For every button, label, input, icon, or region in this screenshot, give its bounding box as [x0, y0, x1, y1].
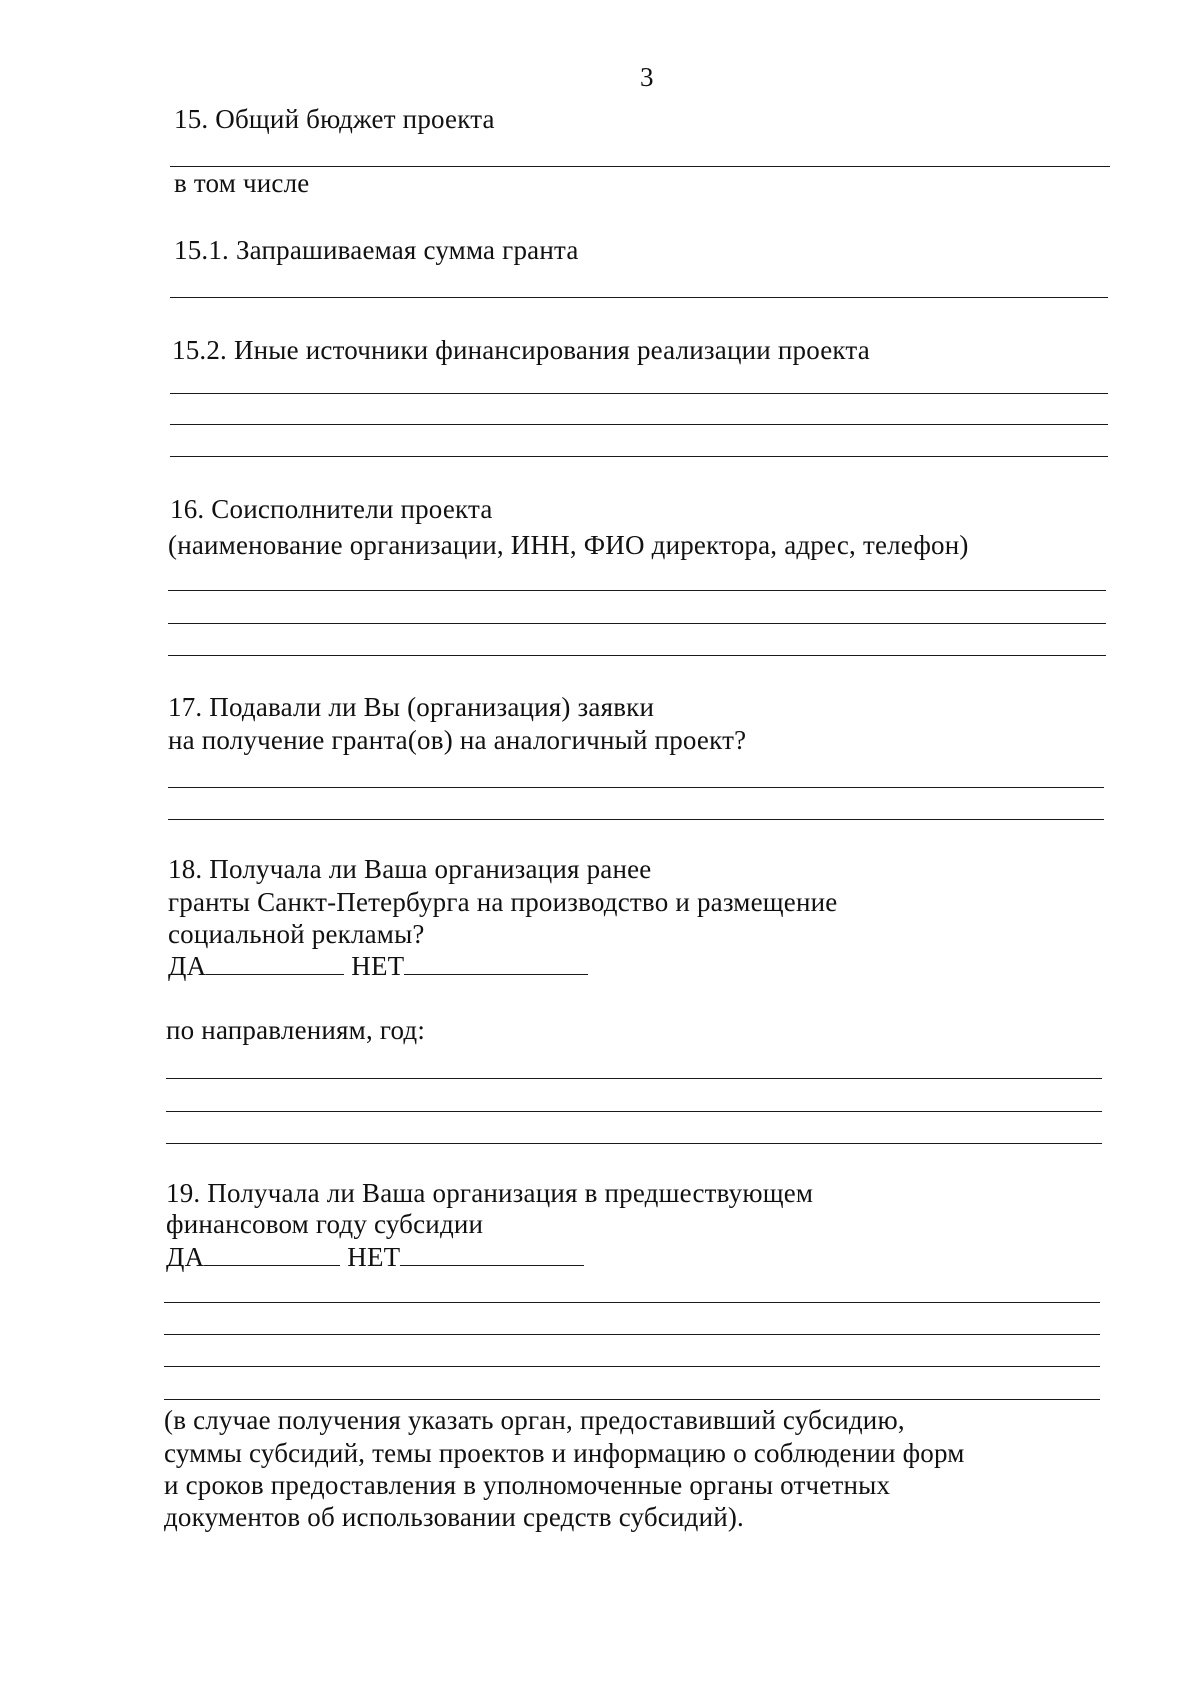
fill-line[interactable] [166, 1078, 1102, 1079]
section-19-yes-no [166, 1242, 584, 1272]
section-19-note-line4: документов об использовании средств субсидий). [164, 1502, 745, 1532]
section-19-line2: финансовом году субсидии [166, 1209, 484, 1239]
fill-line[interactable] [168, 623, 1106, 624]
no-fill-field[interactable] [404, 952, 588, 975]
fill-line[interactable] [170, 456, 1108, 457]
page-number: 3 [640, 62, 654, 92]
fill-line[interactable] [170, 297, 1108, 298]
no-label: НЕТ [351, 951, 405, 981]
fill-line[interactable] [168, 787, 1104, 788]
no-label: НЕТ [347, 1242, 401, 1272]
fill-line[interactable] [170, 424, 1108, 425]
section-18-line2: гранты Санкт-Петербурга на производство и размещение [168, 887, 838, 917]
section-16-title: 16. Соисполнители проекта [170, 494, 493, 524]
section-18-line3: социальной рекламы? [168, 919, 425, 949]
fill-line[interactable] [168, 590, 1106, 591]
section-15-1-label: 15.1. Запрашиваемая сумма гранта [174, 235, 579, 265]
section-19-note-line1: (в случае получения указать орган, предоставивший субсидию, [164, 1405, 905, 1435]
yes-label: ДА [166, 1242, 205, 1272]
fill-line[interactable] [164, 1399, 1100, 1400]
section-15-including: в том числе [174, 168, 310, 198]
section-15-2-label: 15.2. Иные источники финансирования реализации проекта [172, 335, 870, 365]
section-19-note-line2: суммы субсидий, темы проектов и информацию о соблюдении форм [164, 1438, 965, 1468]
yes-label: ДА [168, 951, 207, 981]
section-16-hint: (наименование организации, ИНН, ФИО директора, адрес, телефон) [168, 530, 969, 560]
fill-line[interactable] [166, 1143, 1102, 1144]
section-15-title: 15. Общий бюджет проекта [174, 104, 495, 134]
fill-line[interactable] [168, 655, 1106, 656]
section-17-line2: на получение гранта(ов) на аналогичный проект? [168, 725, 747, 755]
fill-line[interactable] [164, 1302, 1100, 1303]
yes-fill-field[interactable] [204, 1243, 340, 1266]
fill-line[interactable] [166, 1111, 1102, 1112]
no-fill-field[interactable] [400, 1243, 584, 1266]
fill-line[interactable] [170, 166, 1110, 167]
section-18-directions: по направлениям, год: [166, 1015, 426, 1045]
yes-fill-field[interactable] [206, 952, 344, 975]
fill-line[interactable] [170, 393, 1108, 394]
section-19-line1: 19. Получала ли Ваша организация в предшествующем [166, 1178, 814, 1208]
section-18-yes-no [168, 951, 588, 981]
fill-line[interactable] [164, 1366, 1100, 1367]
section-17-line1: 17. Подавали ли Вы (организация) заявки [168, 692, 655, 722]
section-19-note-line3: и сроков предоставления в уполномоченные органы отчетных [164, 1470, 891, 1500]
section-18-line1: 18. Получала ли Ваша организация ранее [168, 854, 652, 884]
fill-line[interactable] [164, 1334, 1100, 1335]
fill-line[interactable] [168, 819, 1104, 820]
